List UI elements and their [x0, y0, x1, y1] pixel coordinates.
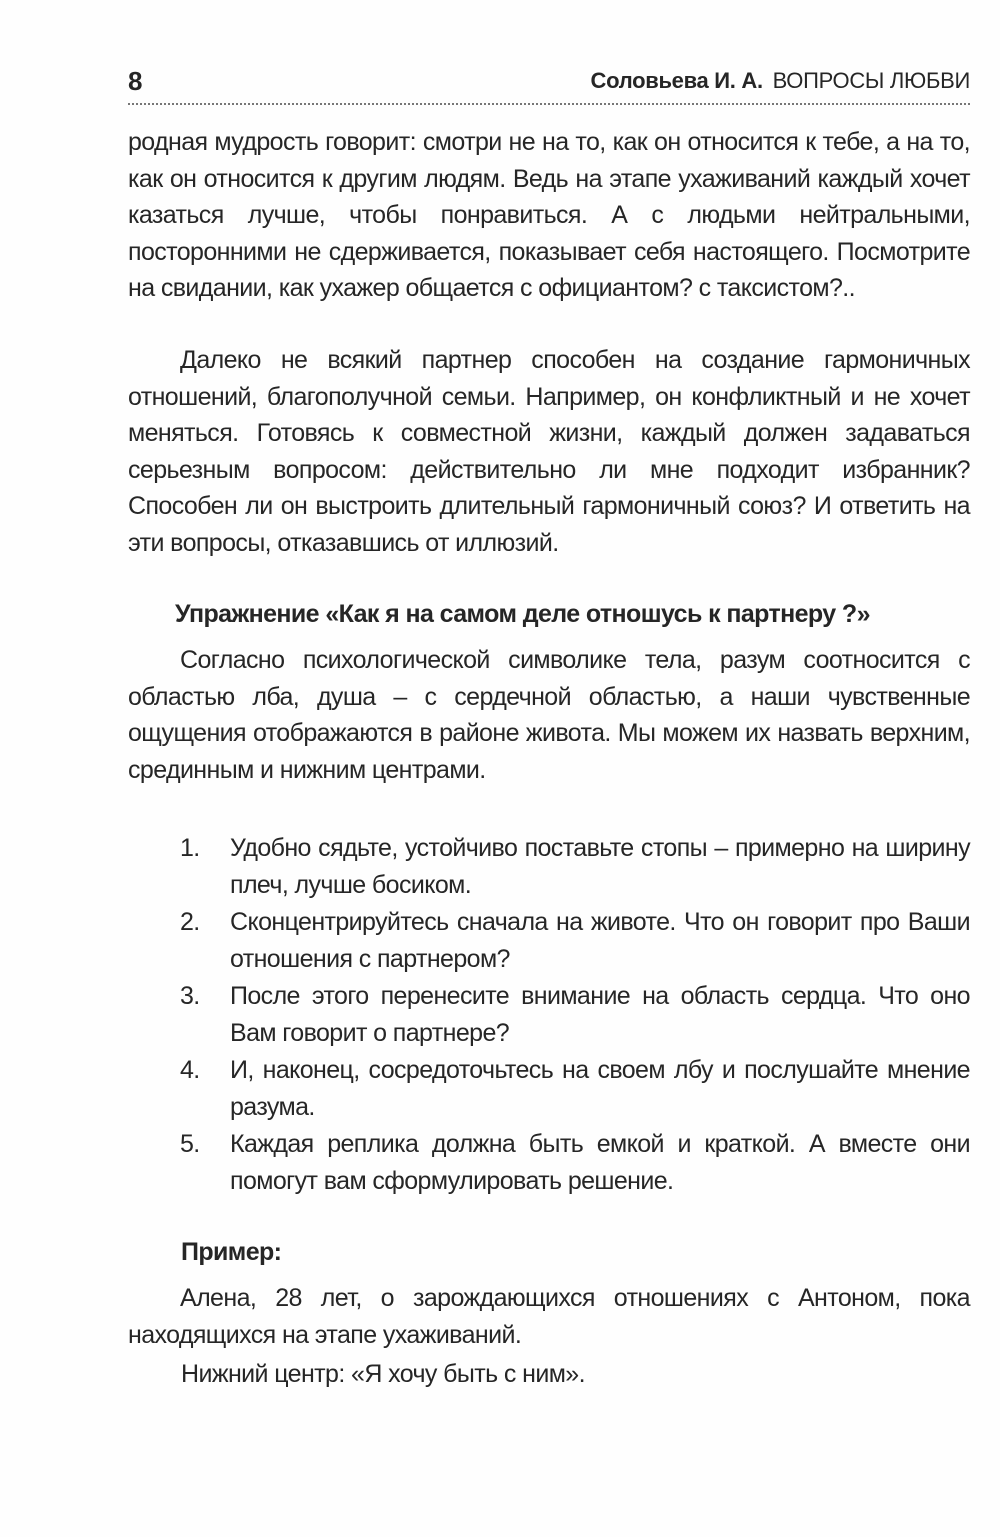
example-lower-center-line: Нижний центр: «Я хочу быть с ним».: [181, 1360, 585, 1388]
list-item: [180, 978, 970, 1051]
step-number: 3.: [180, 982, 200, 1010]
page-number: 8: [128, 66, 143, 96]
step-number: 2.: [180, 908, 200, 936]
running-head-author: Соловьева И. А.: [590, 68, 763, 93]
step-number: 5.: [180, 1130, 200, 1158]
exercise-intro: Согласно психологической символике тела, разум соотносится с областью лба, душа – с сердечной областью, а наши чувственные ощущения отображаются в районе живота. Мы можем их назвать верхним, срединным и нижним центрами.: [128, 646, 970, 784]
example-intro: Алена, 28 лет, о зарождающихся отношениях с Антоном, пока находящихся на этапе ухаживаний.: [128, 1284, 970, 1349]
step-text: После этого перенесите внимание на область сердца. Что оно Вам говорит о партнере?: [230, 982, 970, 1047]
step-number: 4.: [180, 1056, 200, 1084]
list-item: [180, 1052, 970, 1125]
step-text: Удобно сядьте, устойчиво поставьте стопы – примерно на ширину плеч, лучше босиком.: [230, 834, 970, 899]
paragraph-2: Далеко не всякий партнер способен на создание гармоничных отношений, благополучной семьи. Например, он конфликтный и не хочет меняться. Готовясь к совместной жизни, каждый должен задаваться серьезным вопросом: действительно ли мне подходит избранник? Способен ли он выстроить длительный гармоничный союз? И ответить на эти вопросы, отказавшись от иллюзий.: [128, 346, 970, 557]
list-item: [180, 1126, 970, 1199]
exercise-heading: Упражнение «Как я на самом деле отношусь к партнеру ?»: [175, 600, 870, 628]
step-text: Сконцентрируйтесь сначала на животе. Что он говорит про Ваши отношения с партнером?: [230, 908, 970, 973]
running-head: [591, 68, 970, 94]
step-number: 1.: [180, 834, 200, 862]
paragraph-1: родная мудрость говорит: смотри не на то, как он относится к тебе, а на то, как он относится к другим людям. Ведь на этапе ухаживаний каждый хочет казаться лучше, чтобы понравиться. А с людьми нейтральными, посторонними не сдерживается, показывает себя настоящего. Посмотрите на свидании, как ухажер общается с официантом? с таксистом?..: [128, 128, 970, 302]
list-item: [180, 830, 970, 903]
exercise-steps-list: [180, 830, 970, 1200]
step-text: Каждая реплика должна быть емкой и краткой. А вместе они помогут вам сформулировать решение.: [230, 1130, 970, 1195]
running-head-title: ВОПРОСЫ ЛЮБВИ: [772, 68, 970, 93]
page-header: [128, 66, 970, 98]
example-label: Пример:: [181, 1238, 282, 1266]
header-divider: [128, 103, 970, 105]
list-item: [180, 904, 970, 977]
step-text: И, наконец, сосредоточьтесь на своем лбу и послушайте мнение разума.: [230, 1056, 970, 1121]
